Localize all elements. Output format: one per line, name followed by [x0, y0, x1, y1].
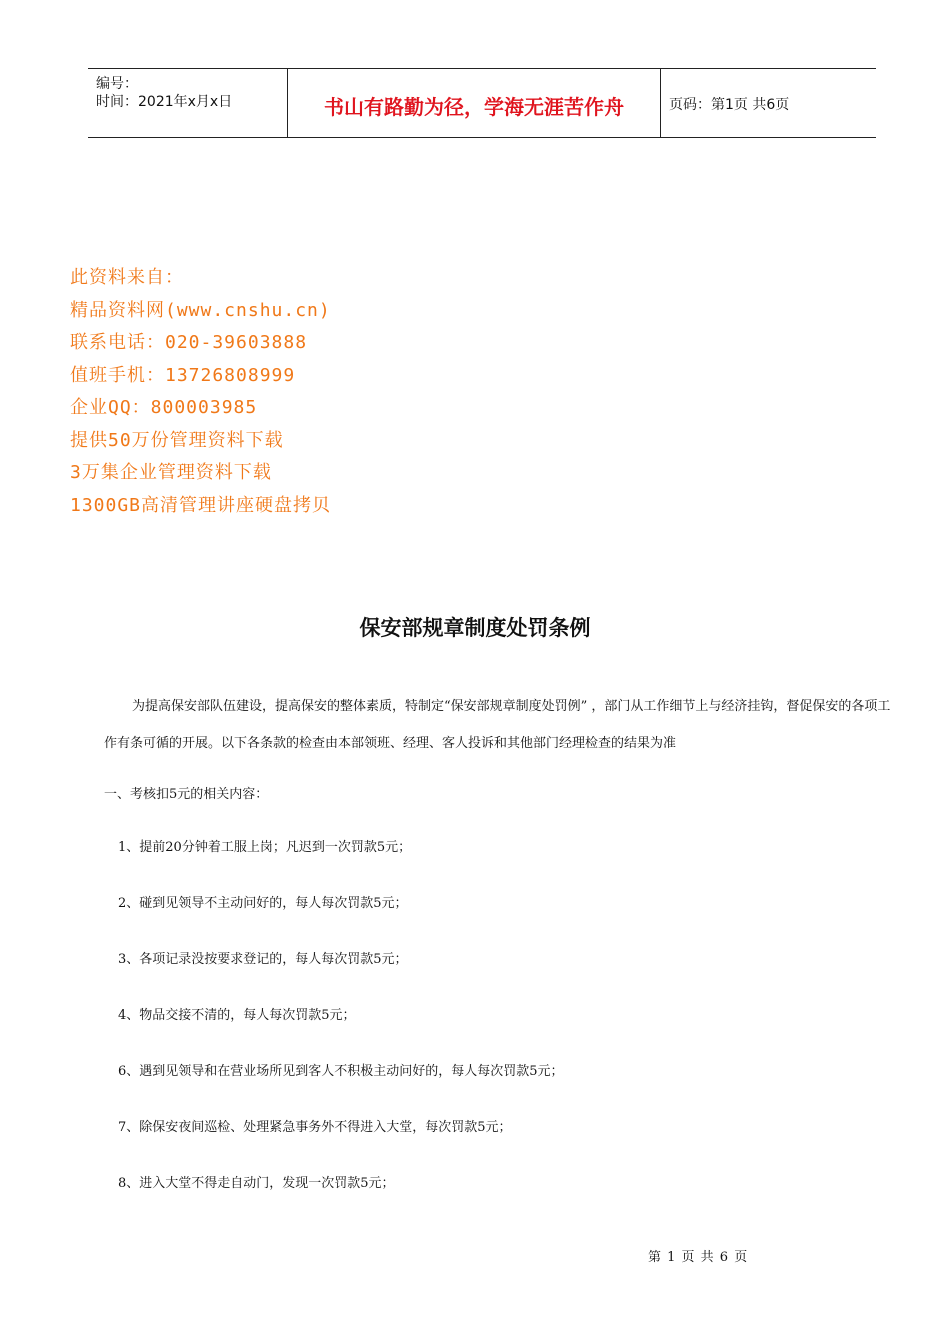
source-ad-block — [70, 262, 331, 522]
ad-line: 提供50万份管理资料下载 — [70, 429, 284, 451]
document-time-label: 时间：2021年x月x日 — [96, 94, 233, 110]
rule-item: 1、提前20分钟着工服上岗；凡迟到一次罚款5元； — [118, 840, 412, 855]
document-title: 保安部规章制度处罚条例 — [359, 616, 591, 640]
rule-item: 2、碰到见领导不主动问好的，每人每次罚款5元； — [118, 896, 408, 911]
rule-item: 6、遇到见领导和在营业场所见到客人不积极主动问好的，每人每次罚款5元； — [118, 1064, 564, 1079]
header-motto: 书山有路勤为径，学海无涯苦作舟 — [324, 95, 624, 119]
header-page-label: 页码：第1页 共6页 — [669, 97, 790, 113]
rule-item: 4、物品交接不清的，每人每次罚款5元； — [118, 1008, 356, 1023]
document-number-label: 编号： — [96, 76, 138, 92]
header-info-cell — [88, 69, 288, 137]
ad-line: 精品资料网(www.cnshu.cn) — [70, 299, 331, 321]
section-heading: 一、考核扣5元的相关内容： — [104, 787, 269, 802]
rule-list — [118, 838, 564, 1230]
ad-line: 企业QQ：800003985 — [70, 397, 258, 418]
header-motto-cell — [288, 69, 661, 137]
rule-item: 7、除保安夜间巡检、处理紧急事务外不得进入大堂，每次罚款5元； — [118, 1120, 512, 1135]
ad-line: 值班手机：13726808999 — [70, 364, 296, 386]
header-table — [88, 68, 876, 138]
ad-line: 3万集企业管理资料下载 — [70, 462, 272, 483]
rule-item: 8、进入大堂不得走自动门，发现一次罚款5元； — [118, 1176, 395, 1191]
page-footer: 第 1 页 共 6 页 — [648, 1250, 749, 1265]
ad-line: 联系电话：020-39603888 — [70, 332, 308, 353]
ad-line: 1300GB高清管理讲座硬盘拷贝 — [70, 494, 332, 516]
ad-line: 此资料来自： — [70, 267, 184, 288]
header-page-cell — [661, 69, 876, 137]
intro-paragraph — [104, 688, 894, 762]
rule-item: 3、各项记录没按要求登记的，每人每次罚款5元； — [118, 952, 408, 967]
intro-text: 为提高保安部队伍建设，提高保安的整体素质，特制定“保安部规章制度处罚例” ，部门从工作细节上与经济挂钩，督促保安的各项工作有条可循的开展。以下各条款的检查由本部领班、经理、客人投诉和其他部门经理检查的结果为准 — [104, 699, 891, 751]
